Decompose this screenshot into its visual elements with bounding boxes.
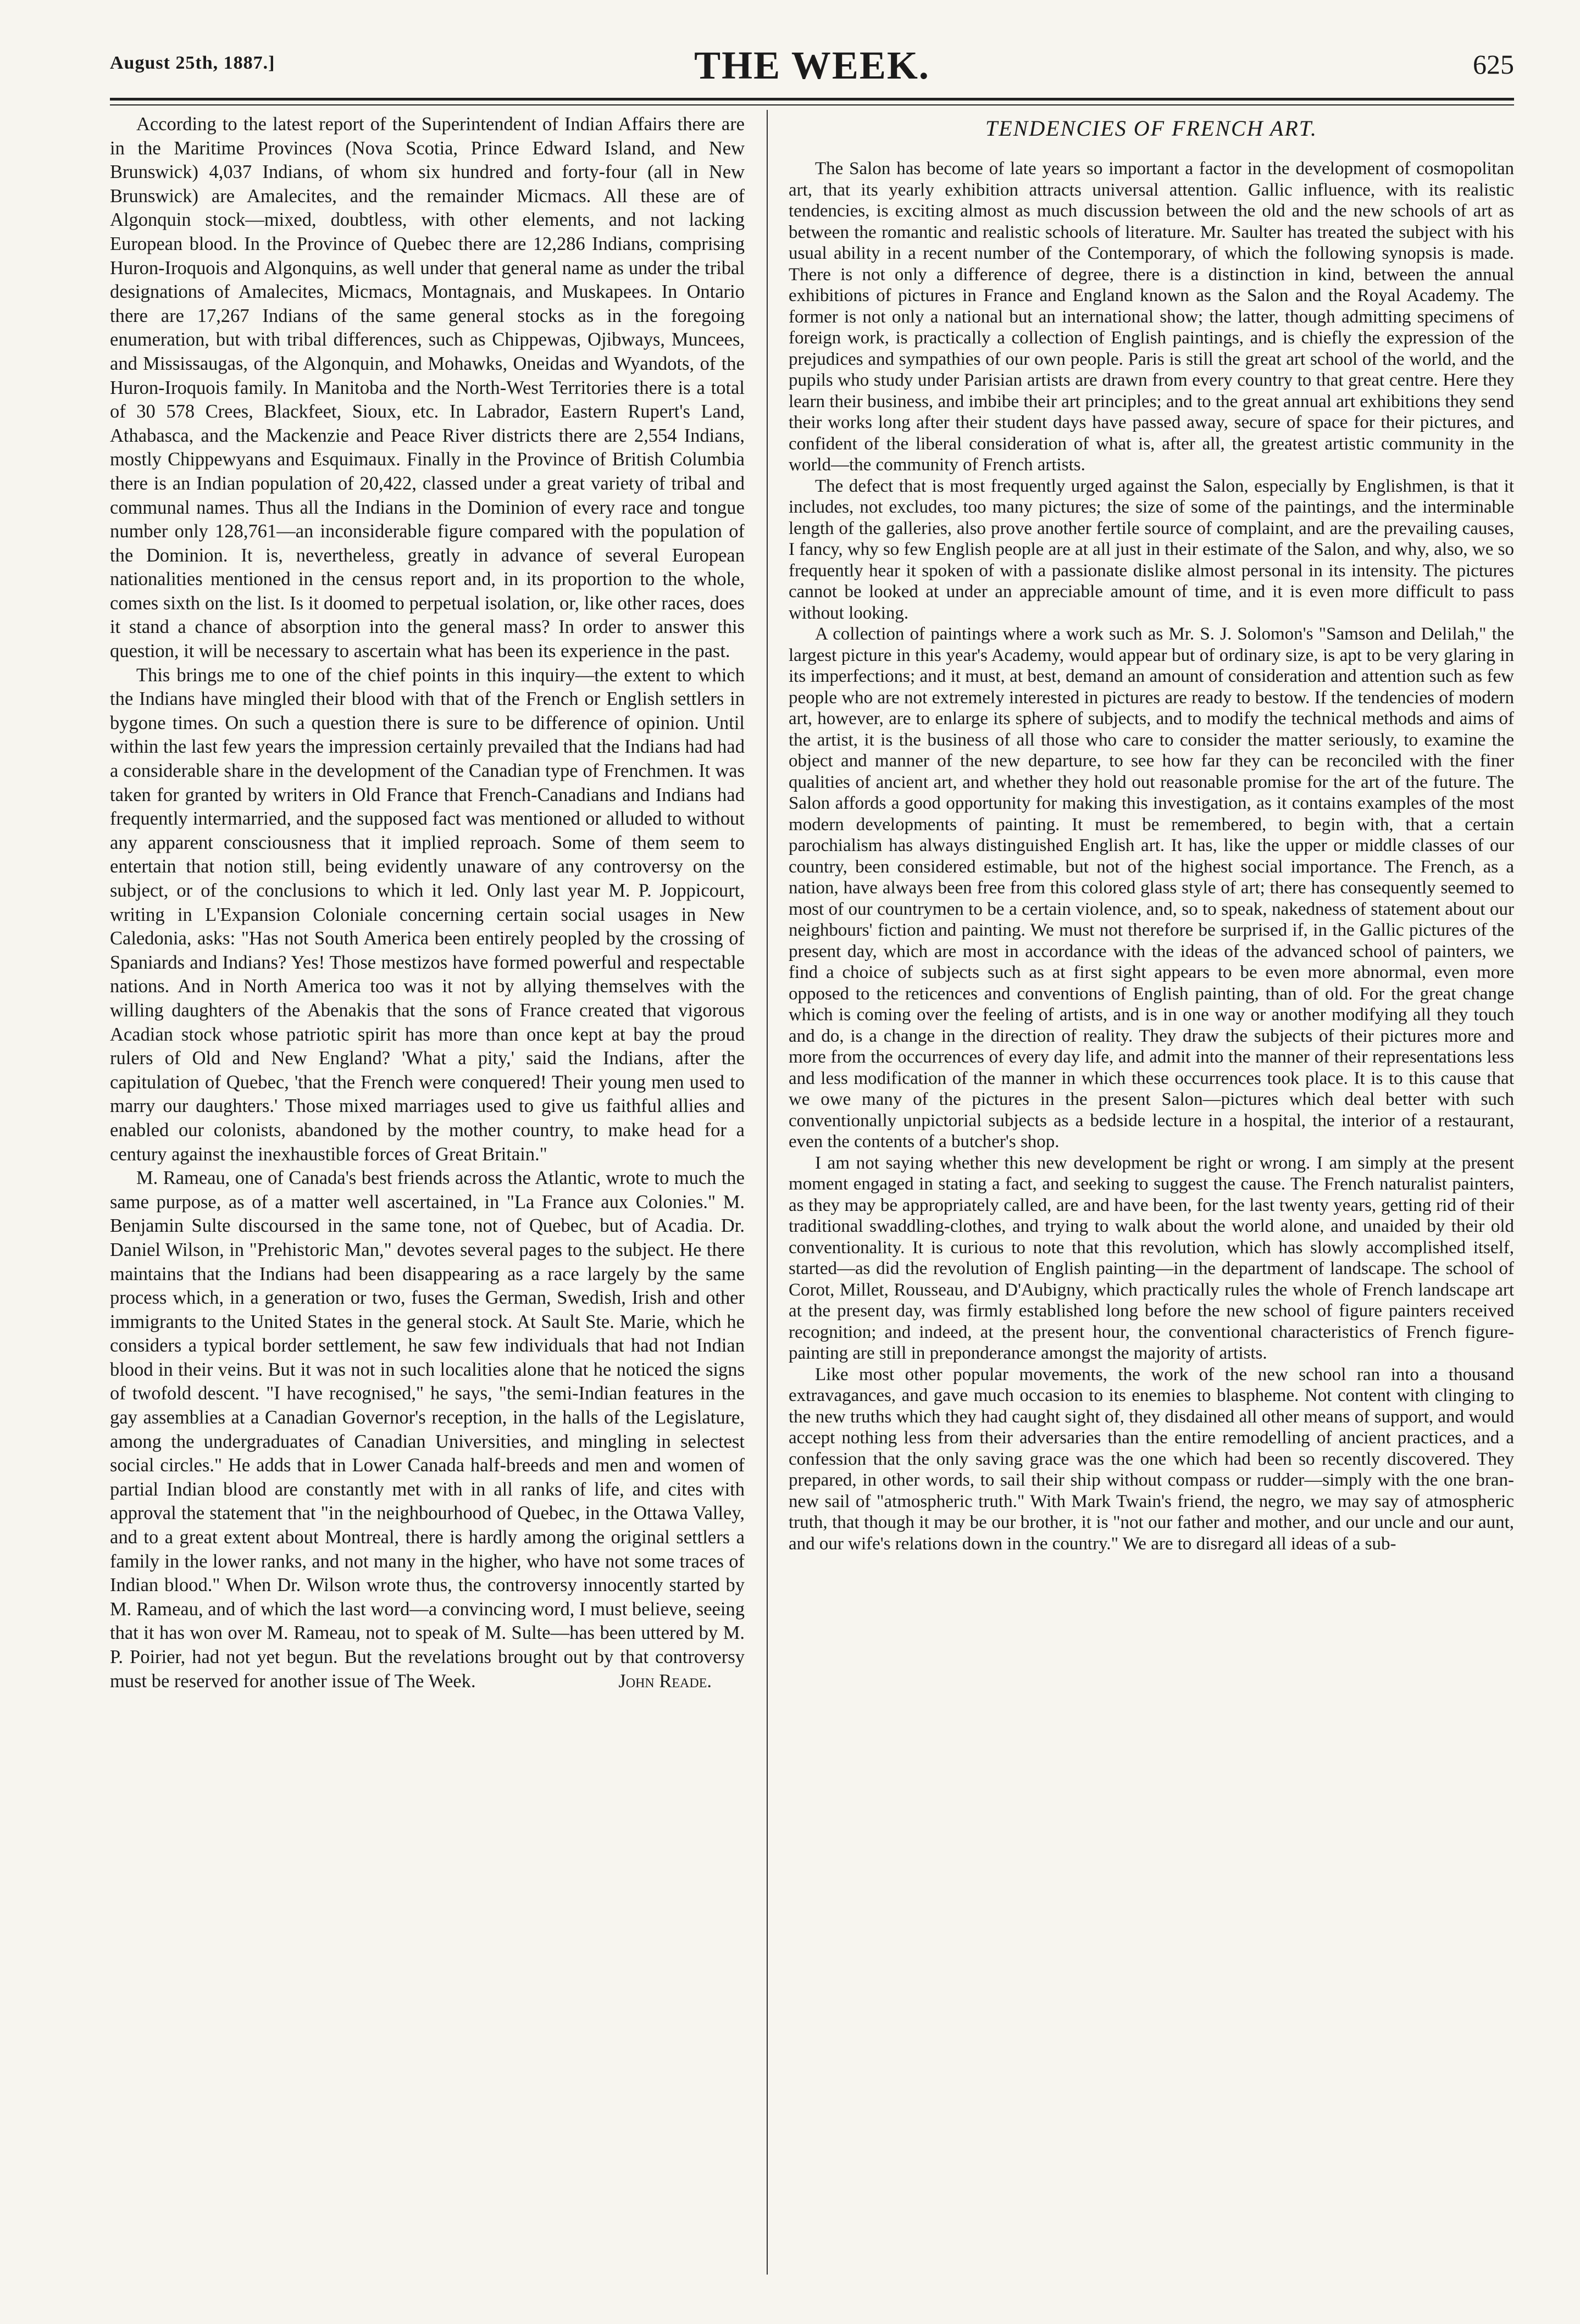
- article-paragraph: This brings me to one of the chief points in this inquiry—the extent to which the Indians have mingled their blood with that of the French or English settlers in bygone times. On such a question there is sure to be difference of opinion. Until within the last few years the impression certainly prevailed that the Indians had had a considerable share in the development of the Canadian type of Frenchmen. It was taken for granted by writers in Old France that French-Canadians and Indians had frequently intermarried, and the supposed fact was mentioned or alluded to without any apparent consciousness that it implied reproach. Some of them seem to entertain that notion still, being evidently unaware of any controversy on the subject, or of the conclusions to which it led. Only last year M. P. Joppicourt, writing in L'Expansion Coloniale concerning certain social usages in New Caledonia, asks: "Has not South America been entirely peopled by the crossing of Spaniards and Indians? Yes! Those mestizos have formed powerful and respectable nations. And in North America too was it not by allying themselves with the willing daughters of the Abenakis that the sons of France created that vigorous Acadian stock whose patriotic spirit has more than once kept at bay the proud rulers of Old and New England? 'What a pity,' said the Indians, after the capitulation of Quebec, 'that the French were conquered! Their young men used to marry our daughters.' Those mixed marriages used to give us faithful allies and enabled our colonists, abandoned by the mother country, to make head for a century against the inexhaustible forces of Great Britain.": [110, 664, 745, 1165]
- author-signature: John Reade.: [618, 1670, 712, 1692]
- article-paragraph: The defect that is most frequently urged against the Salon, especially by Englishmen, is that it includes, not excludes, too many pictures; the size of some of the paintings, and the interminable length of the galleries, also prove another fertile source of complaint, and are the prevailing causes, I fancy, why so few English people are at all just in their estimate of the Salon, and why, also, we so frequently hear it spoken of with a passionate dislike almost personal in its intensity. The pictures cannot be looked at under an appreciable amount of time, and it is even more difficult to pass without looking.: [789, 476, 1514, 623]
- article-paragraph: The Salon has become of late years so important a factor in the development of cosmopolitan art, that its yearly exhibition attracts universal attention. Gallic influence, with its realistic tendencies, is exciting almost as much discussion between the old and the new schools of art as between the romantic and realistic schools of literature. Mr. Saulter has treated the subject with his usual ability in a recent number of the Contemporary, of which the following synopsis is made. There is not only a difference of degree, there is a distinction in kind, between the annual exhibitions of pictures in France and England known as the Salon and the Royal Academy. The former is not only a national but an international show; the latter, though admitting specimens of foreign work, is practically a collection of English paintings, and is chiefly the expression of the prejudices and sympathies of our own people. Paris is still the great art school of the world, and the pupils who study under Parisian artists are drawn from every country to that great centre. Here they learn their business, and imbibe their art principles; and to the great annual art exhibitions they send their works long after their student days have passed away, secure of space for their pictures, and confident of the liberal consideration of what is, after all, the greatest artistic community in the world—the community of French artists.: [789, 159, 1514, 475]
- article-paragraph: According to the latest report of the Superintendent of Indian Affairs there are in the Maritime Provinces (Nova Scotia, Prince Edward Island, and New Brunswick) 4,037 Indians, of whom six hundred and forty-four (all in New Brunswick) are Amalecites, and the remainder Micmacs. All these are of Algonquin stock—mixed, doubtless, with other elements, and not lacking European blood. In the Province of Quebec there are 12,286 Indians, comprising Huron-Iroquois and Algonquins, as well under that general name as under the tribal designations of Amalecites, Micmacs, Montagnais, and Muskapees. In Ontario there are 17,267 Indians of the same general stocks as in the foregoing enumeration, but with tribal differences, such as Chippewas, Ojibways, Muncees, and Mississaugas, of the Algonquin, and Mohawks, Oneidas and Wyandots, of the Huron-Iroquois family. In Manitoba and the North-West Territories there is a total of 30 578 Crees, Blackfeet, Sioux, etc. In Labrador, Eastern Rupert's Land, Athabasca, and the Mackenzie and Peace River districts there are 2,554 Indians, mostly Chippewyans and Esquimaux. Finally in the Province of British Columbia there is an Indian population of 20,422, classed under a great variety of tribal and communal names. Thus all the Indians in the Dominion of every race and tongue number only 128,761—an inconsiderable figure compared with the population of the Dominion. It is, nevertheless, greatly in advance of several European nationalities mentioned in the census report and, in its proportion to the whole, comes sixth on the list. Is it doomed to perpetual isolation, or, like other races, does it stand a chance of absorption into the general mass? In order to answer this question, it will be necessary to ascertain what has been its experience in the past.: [110, 114, 745, 662]
- article-paragraph: A collection of paintings where a work such as Mr. S. J. Solomon's "Samson and Delilah," the largest picture in this year's Academy, would appear but of ordinary size, is apt to be very glaring in its imperfections; and it must, at best, demand an amount of consideration and attention such as few people who are not extremely interested in pictures are ready to bestow. If the tendencies of modern art, however, are to enlarge its sphere of subjects, and to modify the technical methods and aims of the artist, it is the business of all those who care to consider the matter seriously, to examine the object and manner of the new departure, to see how far they can be reconciled with the finer qualities of ancient art, and whether they hold out reasonable promise for the art of the future. The Salon affords a good opportunity for making this investigation, as it contains examples of the most modern developments of painting. It must be remembered, to begin with, that a certain parochialism has always distinguished English art. It has, like the upper or middle classes of our country, been considered estimable, but not of the highest social importance. The French, as a nation, have always been free from this colored glass style of art; there has consequently seemed to most of our countrymen to be a certain violence, and, so to speak, nakedness of statement about our neighbours' fiction and painting. We must not therefore be surprised if, in the Gallic pictures of the present day, which are most in accordance with the ideas of the advanced school of painters, we find a choice of subjects such as at first sight appears to be even more abnormal, even more opposed to the reticences and conventions of English painting, than of old. For the great change which is coming over the feeling of artists, and is in one way or another modifying all they touch and do, is a change in the direction of reality. They draw the subjects of their pictures more and more from the occurrences of every day life, and admit into the manner of their representations less and less modification of the manner in which these occurrences took place. It is to this cause that we owe many of the pictures in the present Salon—pictures which deal better with such conventionally unpictorial subjects as a bedside lecture in a hospital, the interior of a restaurant, even the contents of a butcher's shop.: [789, 624, 1514, 1152]
- column-divider: [767, 110, 768, 2275]
- page-number: 625: [1473, 49, 1514, 80]
- issue-date: August 25th, 1887.]: [110, 53, 275, 73]
- right-column: [789, 115, 1514, 1554]
- article-paragraph-text: M. Rameau, one of Canada's best friends across the Atlantic, wrote to much the same purpose, as of a matter well ascertained, in "La France aux Colonies." M. Benjamin Sulte discoursed in the same tone, not of Quebec, but of Acadia. Dr. Daniel Wilson, in "Prehistoric Man," devotes several pages to the subject. He there maintains that the Indians had been disappearing as a race largely by the same process which, in a generation or two, fuses the German, Swedish, Irish and other immigrants to the United States in the general stock. At Sault Ste. Marie, which he considers a typical border settlement, he saw few individuals that had not Indian blood in their veins. But it was not in such localities alone that he noticed the signs of twofold descent. "I have recognised," he says, "the semi-Indian features in the gay assemblies at a Canadian Governor's reception, in the halls of the Legislature, among the undergraduates of Canadian Universities, and mingling in selectest social circles." He adds that in Lower Canada half-breeds and men and women of partial Indian blood are constantly met with in all ranks of life, and cites with approval the statement that "in the neighbourhood of Quebec, in the Ottawa Valley, and to a great extent about Montreal, there is hardly among the original settlers a family in the lower ranks, and not many in the higher, who have not some traces of Indian blood." When Dr. Wilson wrote thus, the controversy innocently started by M. Rameau, and of which the last word—a convincing word, I must believe, seeing that it has won over M. Rameau, not to speak of M. Sulte—has been uttered by M. P. Poirier, had not yet begun. But the revelations brought out by that controversy must be reserved for another issue of The Week.: [110, 1167, 745, 1692]
- header-rule-thin: [110, 104, 1514, 105]
- header-rule-thick: [110, 98, 1514, 101]
- page-header: [110, 43, 1514, 103]
- article-paragraph: I am not saying whether this new development be right or wrong. I am simply at the present moment engaged in stating a fact, and seeking to suggest the cause. The French naturalist painters, as they may be appropriately called, are and have been, for the last twenty years, getting rid of their traditional swaddling-clothes, and trying to walk about the world alone, and unaided by their old conventionality. It is curious to note that this revolution, which has slowly accomplished itself, started—as did the revolution of English painting—in the department of landscape. The school of Corot, Millet, Rousseau, and D'Aubigny, which practically rules the whole of French landscape art at the present day, was firmly established long before the new school of figure painters received recognition; and indeed, at the present hour, the conventional characteristics of French figure-painting are still in preponderance amongst the majority of artists.: [789, 1153, 1514, 1363]
- article-paragraph: [110, 1166, 745, 1693]
- left-column: [110, 113, 745, 1693]
- article-title: TENDENCIES OF FRENCH ART.: [985, 116, 1318, 141]
- masthead-title: THE WEEK.: [694, 43, 930, 87]
- article-paragraph: Like most other popular movements, the work of the new school ran into a thousand extravagances, and gave much occasion to its enemies to blaspheme. Not content with clinging to the new truths which they had caught sight of, they disdained all other means of support, and would accept nothing less from their adversaries than the entire remodelling of ancient practices, and a confession that the only saving grace was the one which had been so recently discovered. They prepared, in other words, to sail their ship without compass or rudder—simply with the one bran-new sail of "atmospheric truth." With Mark Twain's friend, the negro, we may say of atmospheric truth, that though it may be our brother, it is "not our father and mother, and our uncle and our aunt, and our wife's relations down in the country." We are to disregard all ideas of a sub-: [789, 1364, 1514, 1554]
